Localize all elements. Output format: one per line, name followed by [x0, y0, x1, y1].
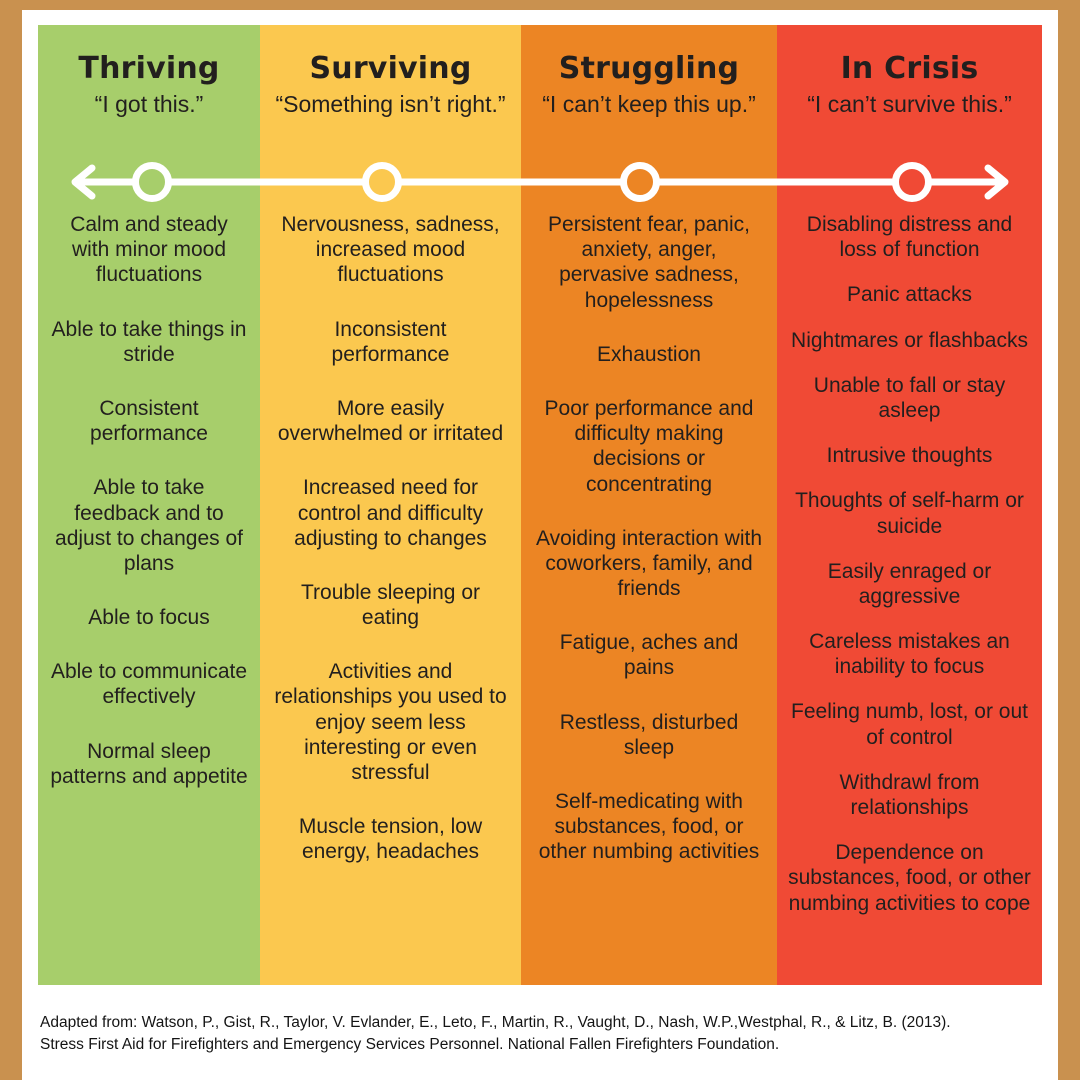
column-quote: “I can’t keep this up.”	[542, 91, 756, 117]
citation-line-1: Adapted from: Watson, P., Gist, R., Taylor, V. Evlander, E., Leto, F., Martin, R., Vaught, D., Nash, W.P.,Westphal, R., & Litz, B. (2013).	[40, 1014, 951, 1031]
symptom-item: Fatigue, aches and pains	[559, 631, 739, 680]
symptom-item: Increased need for control and difficulty adjusting to changes	[294, 476, 487, 550]
symptom-item: Feeling numb, lost, or out of control	[791, 700, 1028, 749]
symptom-item: Restless, disturbed sleep	[559, 710, 739, 759]
symptom-item: Able to communicate effectively	[50, 660, 248, 709]
continuum-board	[38, 25, 1042, 985]
symptom-item: Normal sleep patterns and appetite	[50, 739, 248, 788]
symptom-item: Withdrawl from relationships	[839, 770, 980, 819]
symptom-item: Persistent fear, panic, anxiety, anger, pervasive sadness, hopelessness	[548, 213, 750, 312]
symptom-item: Trouble sleeping or eating	[301, 580, 480, 630]
symptom-item: Dependence on substances, food, or other numbing activities to cope	[788, 841, 1031, 915]
column-header	[521, 25, 777, 119]
column-quote: “Something isn’t right.”	[275, 91, 506, 117]
symptom-item: Unable to fall or stay asleep	[813, 373, 1006, 422]
symptom-item: Avoiding interaction with coworkers, family, and friends	[535, 526, 763, 601]
symptom-item: Inconsistent performance	[331, 317, 450, 366]
symptom-list	[260, 212, 521, 894]
citation-line-2: Stress First Aid for Firefighters and Emergency Services Personnel. National Fallen Firefighters Foundation.	[40, 1036, 780, 1053]
symptom-item: Thoughts of self-harm or suicide	[795, 489, 1024, 538]
symptom-item: Nightmares or flashbacks	[791, 328, 1028, 352]
column-header	[38, 25, 260, 119]
symptom-item: Consistent performance	[90, 396, 208, 446]
column-header	[777, 25, 1042, 119]
citation	[40, 1012, 1040, 1056]
symptom-item: Poor performance and difficulty making decisions or concentrating	[544, 396, 754, 496]
column-surviving	[260, 25, 521, 985]
symptom-item: More easily overwhelmed or irritated	[277, 396, 504, 446]
column-header	[260, 25, 521, 119]
column-quote: “I got this.”	[94, 91, 204, 117]
column-thriving	[38, 25, 260, 985]
symptom-item: Panic attacks	[847, 283, 972, 307]
symptom-item: Nervousness, sadness, increased mood fluctuations	[281, 213, 500, 287]
column-title: Surviving	[309, 51, 472, 86]
symptom-list	[38, 212, 260, 818]
symptom-item: Self-medicating with substances, food, or other numbing activities	[538, 790, 760, 864]
column-quote: “I can’t survive this.”	[807, 91, 1012, 117]
column-title: Thriving	[78, 51, 220, 86]
symptom-item: Calm and steady with minor mood fluctuations	[70, 213, 228, 287]
symptom-item: Intrusive thoughts	[826, 444, 993, 468]
symptom-item: Exhaustion	[597, 342, 701, 366]
symptom-item: Able to take things in stride	[51, 317, 247, 366]
symptom-list	[521, 212, 777, 894]
column-title: In Crisis	[840, 51, 979, 86]
symptom-item: Careless mistakes an inability to focus	[809, 630, 1010, 679]
column-in-crisis	[777, 25, 1042, 985]
symptom-item: Disabling distress and loss of function	[806, 213, 1013, 262]
column-struggling	[521, 25, 777, 985]
symptom-list	[777, 212, 1042, 936]
content-panel	[22, 10, 1058, 1080]
symptom-item: Able to focus	[88, 606, 210, 630]
symptom-item: Able to take feedback and to adjust to changes of plans	[55, 476, 243, 575]
symptom-item: Activities and relationships you used to enjoy seem less interesting or even stressful	[274, 660, 507, 784]
symptom-item: Easily enraged or aggressive	[827, 559, 992, 608]
column-title: Struggling	[558, 51, 740, 86]
symptom-item: Muscle tension, low energy, headaches	[298, 815, 483, 864]
